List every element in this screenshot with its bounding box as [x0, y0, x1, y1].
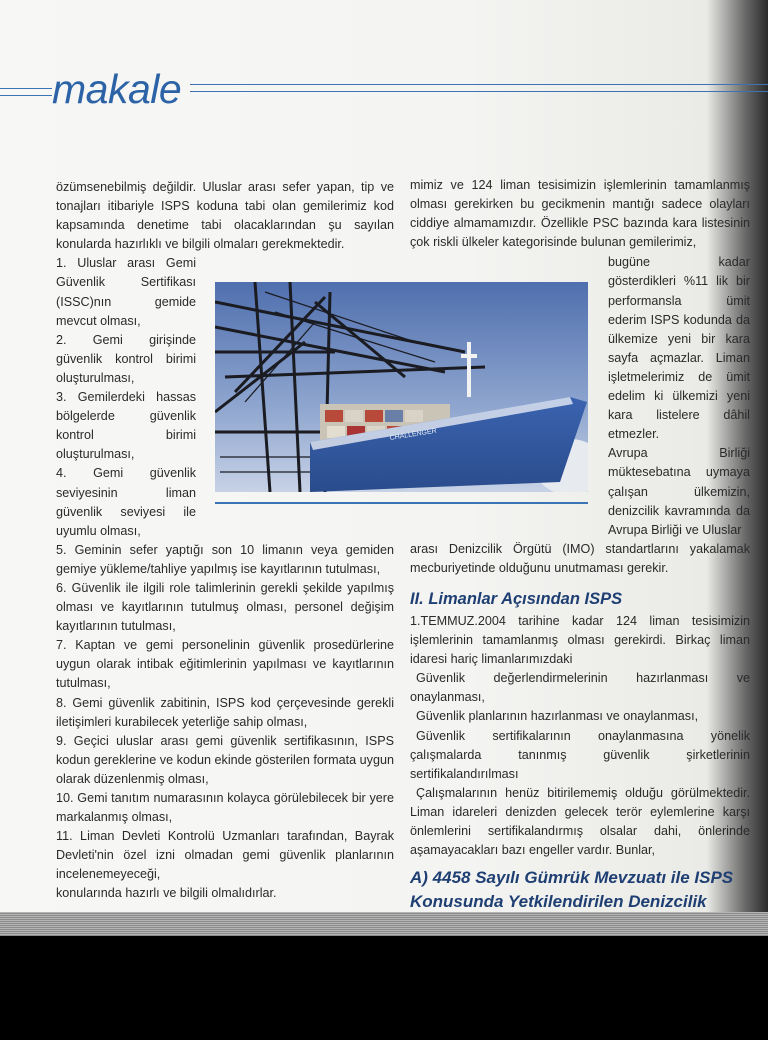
section-2-line: Güvenlik sertifikalarının onaylanmasına yönelik çalışmalarda tanınmış güvenlik şirketlerinin sertifikalandırılması: [410, 728, 750, 781]
requirement-list-item: 4. Gemi güvenlik seviyesinin liman güvenlik seviyesi ile uyumlu olması,: [56, 466, 196, 538]
section-2-line: Güvenlik planlarının hazırlanması ve onaylanması,: [416, 709, 699, 724]
section-2-line: Çalışmalarının henüz bitirilememiş olduğu görülmektedir. Liman idareleri denizden gelecek terör eylemlerine karşı önlemlerini sertifikalandırmış olsalar dahi, önlerinde aşamayacakları bazı engeller vardır. Bunlar,: [410, 785, 750, 858]
right-wrap-paragraph-1: bugüne kadar gösterdikleri %11 lik bir performansla ümit ederim ISPS kodunda da ülkemize yeni bir kara sayfa açmazlar. Liman işletmelerimiz de ümit edelim ki ülkemizi yeni kara listelere dâhil etmezler.: [608, 255, 750, 442]
requirement-list-item: 5. Geminin sefer yaptığı son 10 limanın veya gemiden gemiye yükleme/tahliye yapılmış ise kayıtlarının tutulması,: [56, 542, 394, 576]
right-wrap-paragraph-2: Avrupa Birliği müktesebatına uymaya çalışan ülkemizin, denizcilik kavramında da Avrupa Birliği ve Uluslar: [608, 446, 750, 537]
section-2-lines: [410, 669, 750, 860]
right-top-paragraph: mimiz ve 124 liman tesisimizin işlemlerinin tamamlanmış olması gerekirken bu gecikmenin mantığı sadece olayları ciddiye almamamızdır. Özellikle PSC bazında kara listesinin çok riskli ülkeler kategorisinde bulunan gemilerimiz,: [410, 178, 750, 250]
right-column: [410, 176, 750, 912]
left-intro-paragraph: özümsenebilmiş değildir. Uluslar arası sefer yapan, tip ve tonajları itibariyle ISPS koduna tabi olan gemilerimiz kod kapsamında denetime tabi olacaklarından şu sayılan konularda hazırlıklı ve bilgili olmaları gerekmektedir.: [56, 180, 394, 252]
header-rule-right: [190, 84, 768, 92]
section-2-line: Güvenlik değerlendirmelerinin hazırlanması ve onaylanması,: [410, 671, 750, 705]
header-rule-left: [0, 88, 52, 96]
section-title: makale: [52, 66, 182, 112]
wide-item-list: [56, 541, 394, 904]
right-after-photo-paragraph: arası Denizcilik Örgütü (IMO) standartlarını yakalamak mecburiyetinde olduğunu unutmaması gerekir.: [410, 541, 750, 575]
requirement-list-item: 3. Gemilerdeki hassas bölgelerde güvenlik kontrol birimi oluşturulması,: [56, 390, 196, 462]
requirement-list-item: 1. Uluslar arası Gemi Güvenlik Sertifikası (ISSC)nın gemide mevcut olması,: [56, 256, 196, 328]
requirement-list-item: konularında hazırlı ve bilgili olmalıdırlar.: [56, 886, 277, 901]
requirement-list-item: 9. Geçici uluslar arası gemi güvenlik sertifikasının, ISPS kodun gereklerine ve kodun ekinde gösterilen formata uygun olarak düzenlenmiş olması,: [56, 733, 394, 786]
section-3-heading: A) 4458 Sayılı Gümrük Mevzuatı ile ISPS Konusunda Yetkilendirilen Denizcilik: [410, 868, 734, 912]
requirement-list-item: 10. Gemi tanıtım numarasının kolayca görülebilecek bir yere markalanmış olması,: [56, 791, 394, 825]
requirement-list-item: 11. Liman Devleti Kontrolü Uzmanları tarafından, Bayrak Devleti'nin özel izni olmadan gemi güvenlik planlarının incelenemeyeceği,: [56, 829, 394, 882]
section-2-heading: II. Limanlar Açısından ISPS: [410, 589, 623, 608]
requirement-list-item: 2. Gemi girişinde güvenlik kontrol birimi oluşturulması,: [56, 332, 196, 385]
scan-black-border: [0, 936, 768, 1040]
requirement-list-item: 8. Gemi güvenlik zabitinin, ISPS kod çerçevesinde gerekli iletişimleri kurabilecek yeterliğe sahip olması,: [56, 695, 394, 729]
section-2-intro: 1.TEMMUZ.2004 tarihine kadar 124 liman tesisimizin işlemlerinin tamamlanmış olması gerekirdi. Birkaç liman idaresi hariç limanlarımızdaki: [410, 613, 750, 667]
requirement-list-item: 7. Kaptan ve gemi personelinin güvenlik prosedürlerine uygun olarak intibak eğitimlerinin yapılması ve kayıtlarının tutulması,: [56, 638, 394, 691]
ship-name-label: CHALLENGER: [389, 427, 438, 442]
scan-edge-strip: [0, 912, 768, 936]
requirement-list-item: 6. Güvenlik ile ilgili role talimlerinin gerekli şekilde yapılmış olması ve kayıtlarının tutulmuş olması, personel değişim kayıtlarının tutulması,: [56, 580, 394, 634]
